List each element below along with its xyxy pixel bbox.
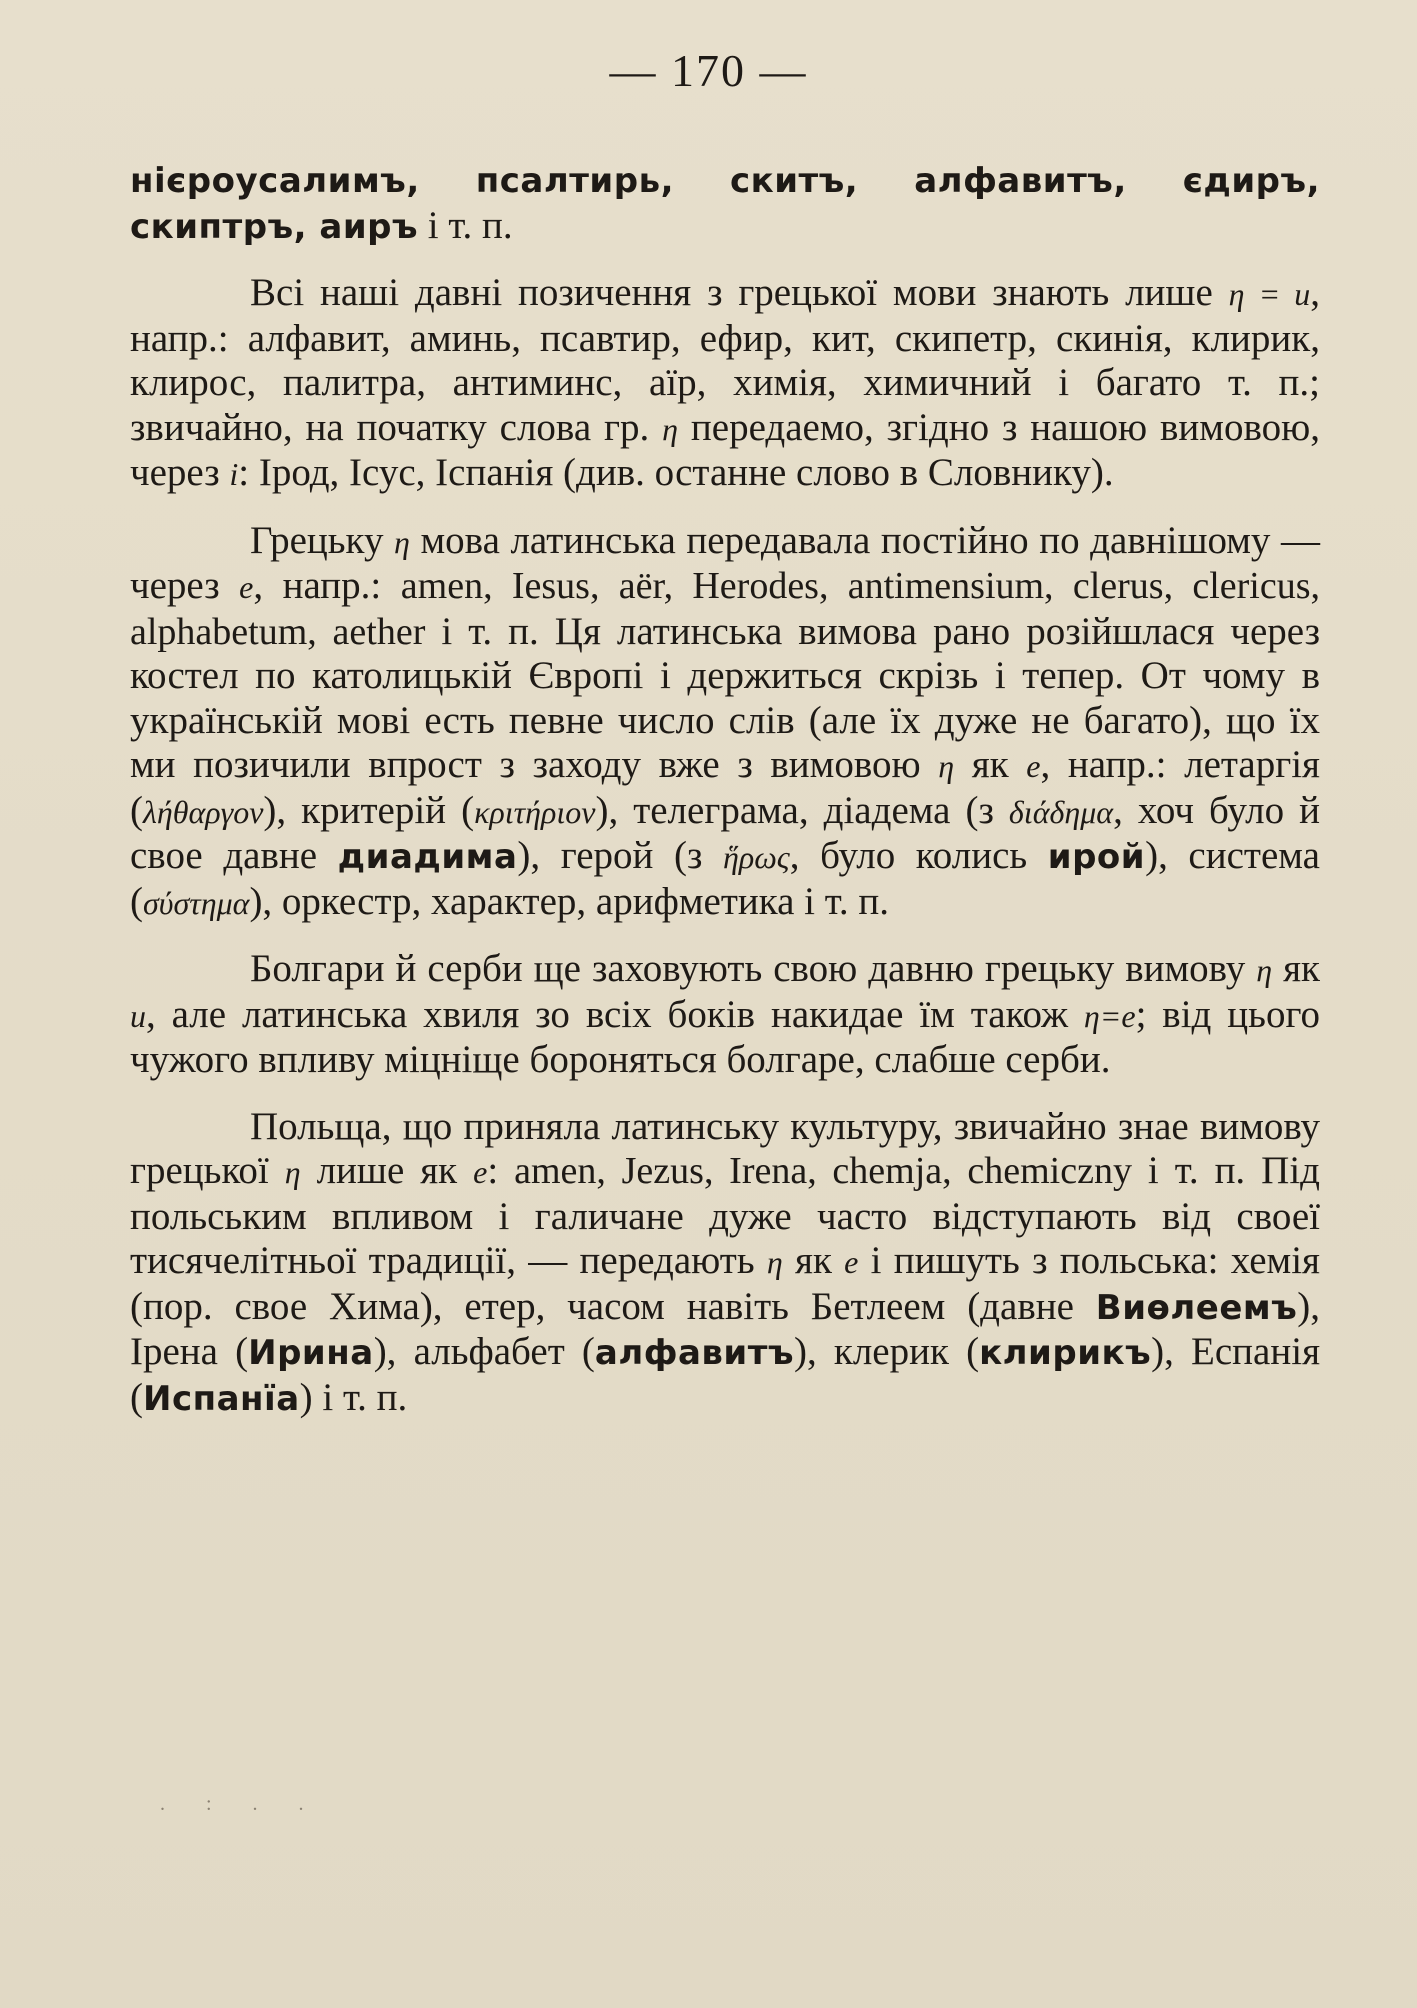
greek-term: е	[844, 1244, 859, 1280]
body-text	[130, 158, 1320, 1421]
text-run: ), оркестр, характер, арифметика і т. п.	[249, 879, 889, 923]
text-run: лише як	[300, 1149, 474, 1192]
church-slavonic-word: Ирина	[248, 1333, 374, 1373]
text-run: ), герой (з	[517, 834, 723, 877]
greek-term: η	[394, 523, 410, 560]
text-run: ), клерик (	[794, 1330, 980, 1373]
greek-term: η	[766, 1244, 783, 1280]
church-slavonic-word: нієроусалимъ, псалтирь, скитъ, алфавитъ, єдиръ, скиптръ, аиръ	[130, 161, 1320, 247]
text-run: Грецьку	[250, 518, 395, 562]
text-run: і т. п.	[418, 203, 513, 247]
text-run: Польща, що приняла латинську культуру, звичайно знае вимову грецької	[130, 1104, 1320, 1192]
text-run: ) і т. п.	[299, 1375, 408, 1419]
church-slavonic-word: диадима	[337, 837, 518, 877]
church-slavonic-word: клирикъ	[979, 1333, 1152, 1373]
text-run: Болгари й серби ще заховують свою давню грецьку вимову	[250, 947, 1257, 990]
paragraph	[130, 1105, 1320, 1422]
church-slavonic-word: ирой	[1047, 837, 1146, 877]
greek-term: σύστημα	[143, 884, 250, 921]
text-run: як	[954, 743, 1027, 786]
church-slavonic-word: Виѳлеемъ	[1095, 1287, 1298, 1328]
paragraph	[130, 271, 1320, 497]
latin-examples: amen, Iesus, aёr, Herodes, antimensium, clerus, clericus, alphabetum, aether	[130, 565, 1320, 653]
greek-term: е	[239, 569, 254, 605]
text-run: ), Еспанія (	[130, 1330, 1321, 1419]
greek-term: κριτήριον	[474, 793, 596, 830]
text-run: передаемо, згідно з нашою вимовою, через	[130, 405, 1320, 494]
paragraph	[130, 519, 1320, 926]
greek-term: η=е	[1083, 997, 1136, 1034]
text-run: Всі наші давні позичення з грецької мови знають лише	[250, 271, 1229, 314]
text-run: :	[487, 1149, 515, 1192]
greek-term: λήθαργον	[143, 793, 264, 830]
paragraph	[130, 158, 1320, 249]
text-run: як	[1272, 947, 1320, 990]
greek-term: е	[1026, 748, 1041, 784]
text-run: , напр.: алфавит, аминь, псавтир, ефир, кит, скипетр, скинія, клирик, клирос, палитра, антиминс, аїр, химія, химичний і багато т. п.; звичайно, на початку слова гр.	[130, 271, 1320, 449]
text-run: ), телеграма, діадема (з	[595, 788, 1009, 832]
greek-term: η = и	[1228, 276, 1311, 312]
latin-examples: amen, Jezus, Irena, chemja, chemiczny	[514, 1150, 1132, 1192]
text-run: і пишуть з польська: хемія (пор. свое Хима), етер, часом навіть Бетлеем (давне	[130, 1239, 1320, 1328]
text-run: , напр.: летаргія (	[130, 743, 1320, 832]
greek-term: ἥρως	[722, 839, 790, 875]
greek-term: і	[229, 456, 239, 492]
text-run: : Ірод, Ісус, Іспанія (див. останне слово в Словнику).	[238, 451, 1114, 494]
greek-term: η	[938, 748, 955, 784]
text-run: мова латинська передавала постійно по давнішому — через	[130, 518, 1320, 607]
greek-term: διάδημα	[1008, 793, 1114, 830]
text-run: ), критерій (	[263, 788, 475, 832]
page-number: — 170 —	[609, 45, 808, 96]
text-run: як	[782, 1239, 845, 1282]
text-run: , напр.:	[253, 564, 401, 607]
greek-term: и	[130, 997, 146, 1034]
church-slavonic-word: Испанїа	[143, 1378, 300, 1419]
text-run: , але латинська хвиля зо всіх боків накидае їм також	[146, 992, 1084, 1036]
text-run: ), Ірена (	[130, 1284, 1320, 1373]
greek-term: е	[473, 1154, 488, 1190]
text-run: , було колись	[789, 834, 1048, 877]
text-run: , хоч було й свое давне	[130, 788, 1320, 877]
text-run: ; від цього чужого впливу міцніще бороняться болгаре, слабше серби.	[130, 992, 1320, 1081]
text-run: і т. п. Ця латинська вимова рано розійшлася через костел по католицькій Європі і держиться скрізь і тепер. От чому в українській мові есть певне число слів (але їх дуже не багато), що їх ми позичили впрост з заходу вже з вимовою	[130, 609, 1320, 786]
greek-term: η	[662, 410, 679, 447]
text-run: ), система (	[130, 834, 1320, 923]
church-slavonic-word: алфавитъ	[594, 1333, 794, 1373]
text-run: ), альфабет (	[373, 1330, 595, 1373]
scan-marks: . : . .	[160, 1793, 322, 1815]
paragraph	[130, 947, 1320, 1083]
text-run: і т. п. Під польським впливом і галичане дуже часто відступають від своеї тисячелітньої традиції, — передають	[130, 1149, 1320, 1282]
greek-term: η	[1256, 952, 1273, 988]
greek-term: η	[284, 1154, 301, 1190]
